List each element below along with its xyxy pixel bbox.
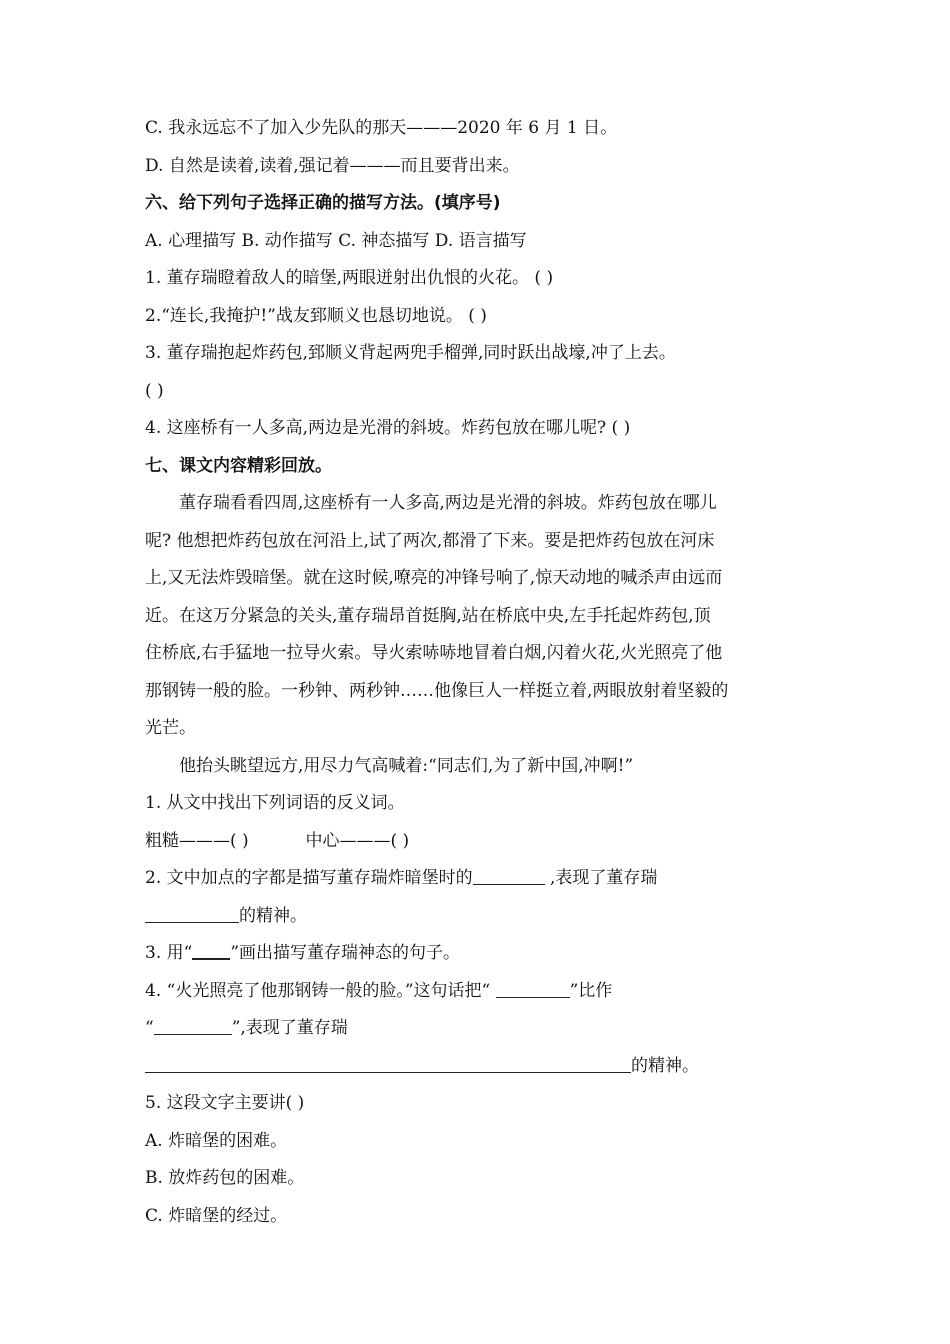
underline-sample (192, 940, 230, 960)
section-7-q4-cont-2: 的精神。 (145, 1048, 825, 1086)
section-7-q2-cont: 的精神。 (145, 898, 825, 936)
section-6-q3: 3. 董存瑞抱起炸药包,郅顺义背起两兜手榴弹,同时跃出战壕,冲了上去。 (145, 343, 676, 363)
q5-option-c[interactable]: C. 炸暗堡的经过。 (145, 1205, 288, 1226)
fill-blank[interactable] (496, 979, 570, 998)
passage-line: 呢? 他想把炸药包放在河沿上,试了两次,都滑了下来。要是把炸药包放在河床 (145, 530, 715, 551)
passage-line-2: 他抬头眺望远方,用尽力气高喊着:“同志们,为了新中国,冲啊!” (179, 755, 634, 776)
section-7-q1: 1. 从文中找出下列词语的反义词。 (145, 793, 405, 813)
passage-line: 那钢铸一般的脸。一秒钟、两秒钟……他像巨人一样挺立着,两眼放射着坚毅的 (145, 680, 729, 701)
fill-blank[interactable] (473, 866, 545, 885)
passage-line: 住桥底,右手猛地一拉导火索。导火索哧哧地冒着白烟,闪着火花,火光照亮了他 (145, 643, 723, 663)
section-7-q2: 2. 文中加点的字都是描写董存瑞炸暗堡时的 ,表现了董存瑞 (145, 868, 658, 888)
option-c: C. 我永远忘不了加入少先队的那天———2020 年 6 月 1 日。 (145, 118, 618, 138)
section-7-q4: 4. “火光照亮了他那钢铸一般的脸。”这句话把“ ”比作 (145, 980, 613, 1001)
section-7-q3: 3. 用“ ”画出描写董存瑞神态的句子。 (145, 935, 825, 973)
passage-line: 上,又无法炸毁暗堡。就在这时候,嘹亮的冲锋号响了,惊天动地的喊杀声由远而 (145, 568, 723, 588)
passage-line: 董存瑞看看四周,这座桥有一人多高,两边是光滑的斜坡。炸药包放在哪儿 (179, 493, 717, 513)
section-6-q1: 1. 董存瑞瞪着敌人的暗堡,两眼迸射出仇恨的火花。 ( ) (145, 268, 554, 288)
antonym-blank-2[interactable]: 中心———( ) (305, 830, 410, 851)
q5-option-a[interactable]: A. 炸暗堡的困难。 (145, 1130, 288, 1151)
antonym-blank-1[interactable]: 粗糙———( ) (145, 830, 249, 851)
section-6-heading: 六、给下列句子选择正确的描写方法。(填序号) (145, 193, 501, 213)
section-7-q4-cont: “ ”,表现了董存瑞 (145, 1018, 348, 1038)
section-6-q3-answer: ( ) (145, 380, 164, 401)
section-7-q5: 5. 这段文字主要讲( ) (145, 1093, 305, 1113)
section-6-q4: 4. 这座桥有一人多高,两边是光滑的斜坡。炸药包放在哪儿呢? ( ) (145, 418, 631, 438)
section-7-q1-answers (145, 823, 825, 861)
section-6-choices: A. 心理描写 B. 动作描写 C. 神态描写 D. 语言描写 (145, 230, 527, 251)
worksheet-page (145, 110, 825, 1235)
passage-line: 近。在这万分紧急的关头,董存瑞昂首挺胸,站在桥底中央,左手托起炸药包,顶 (145, 605, 711, 626)
passage-line: 光芒。 (145, 718, 196, 738)
fill-blank[interactable] (145, 904, 239, 923)
option-d: D. 自然是读着,读着,强记着———而且要背出来。 (145, 155, 520, 176)
fill-blank[interactable] (154, 1016, 232, 1035)
q5-option-b[interactable]: B. 放炸药包的困难。 (145, 1168, 305, 1188)
fill-blank[interactable] (145, 1054, 631, 1073)
section-7-heading: 七、课文内容精彩回放。 (145, 455, 332, 476)
section-6-q2: 2.“连长,我掩护!”战友郅顺义也恳切地说。 ( ) (145, 305, 487, 326)
